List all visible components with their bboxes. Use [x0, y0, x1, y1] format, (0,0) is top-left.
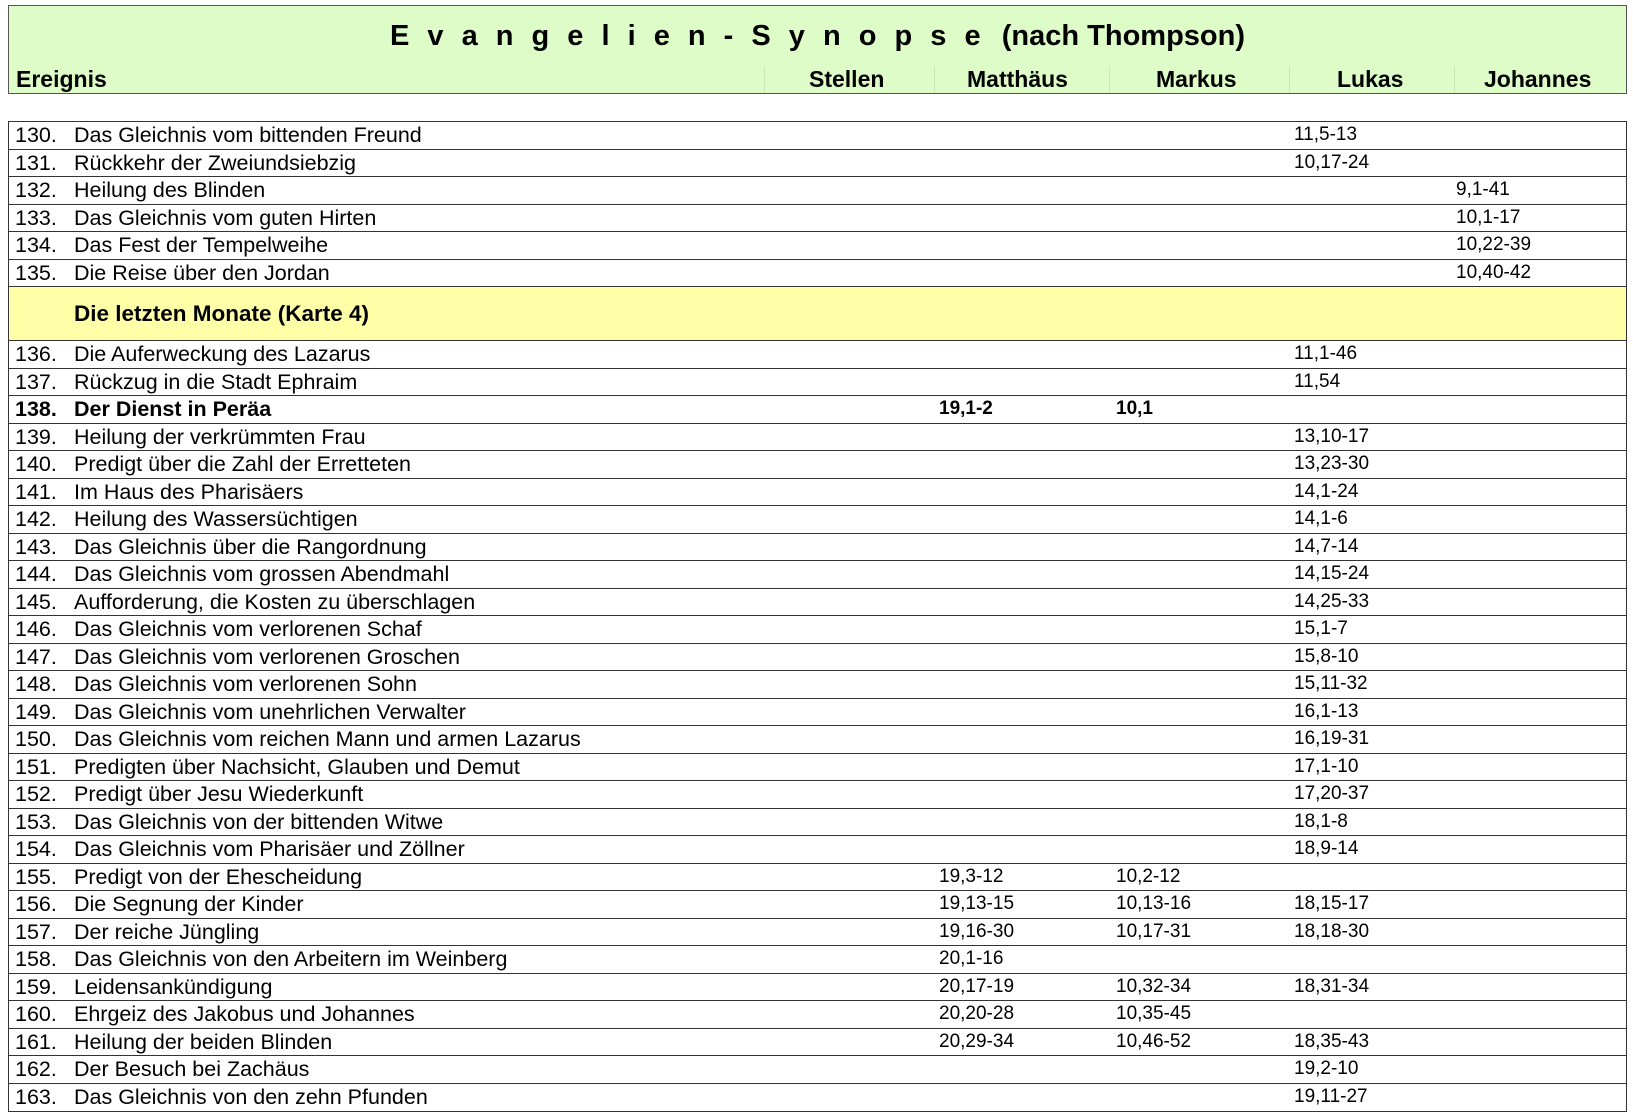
- table-row: [9, 424, 1626, 452]
- event-title: Predigt von der Ehescheidung: [74, 864, 363, 889]
- table-row: [9, 479, 1626, 507]
- event-number: 141.: [15, 479, 57, 504]
- event-title: Ehrgeiz des Jakobus und Johannes: [74, 1002, 415, 1026]
- table-row: [9, 864, 1626, 892]
- table-row: [9, 451, 1626, 479]
- event-title: Heilung des Wassersüchtigen: [74, 507, 358, 531]
- event-title: Das Gleichnis vom verlorenen Schaf: [74, 617, 422, 641]
- event-number: 152.: [15, 782, 57, 806]
- table-row: [9, 726, 1626, 754]
- table-row: [9, 177, 1626, 205]
- ref-luke: 19,11-27: [1294, 1085, 1368, 1107]
- ref-luke: 11,5-13: [1294, 124, 1358, 145]
- event-title: Der Besuch bei Zachäus: [74, 1057, 310, 1081]
- table-row: [9, 260, 1626, 288]
- event-number: 150.: [15, 727, 57, 751]
- ref-john: 10,1-17: [1456, 206, 1521, 228]
- event-title: Das Fest der Tempelweihe: [74, 233, 329, 257]
- table-row: [9, 836, 1626, 864]
- event-number: 147.: [15, 644, 57, 669]
- ref-luke: 16,19-31: [1294, 728, 1370, 749]
- section-row: [9, 287, 1626, 341]
- table-header: [8, 5, 1627, 94]
- event-title: Die Auferweckung des Lazarus: [74, 342, 371, 366]
- table-row: [9, 205, 1626, 233]
- ref-matthew: 19,16-30: [939, 920, 1015, 942]
- event-number: 162.: [15, 1057, 57, 1081]
- event-title: Das Gleichnis von der bittenden Witwe: [74, 809, 444, 834]
- event-number: 140.: [15, 452, 57, 476]
- column-header-event: Ereignis: [16, 66, 107, 92]
- ref-luke: 18,35-43: [1294, 1030, 1370, 1052]
- column-header-refs: Stellen: [809, 66, 885, 92]
- event-title: Das Gleichnis vom bittenden Freund: [74, 123, 422, 147]
- column-header-matthew: Matthäus: [967, 66, 1068, 92]
- event-number: 144.: [15, 562, 57, 586]
- ref-john: 9,1-41: [1456, 179, 1510, 200]
- ref-luke: 14,7-14: [1294, 535, 1359, 557]
- page-title: [9, 20, 1626, 53]
- ref-mark: 10,13-16: [1116, 893, 1192, 914]
- event-number: 137.: [15, 369, 57, 394]
- ref-luke: 18,9-14: [1294, 838, 1359, 859]
- ref-luke: 14,25-33: [1294, 590, 1370, 612]
- event-number: 136.: [15, 342, 57, 366]
- event-number: 142.: [15, 507, 57, 531]
- ref-luke: 18,31-34: [1294, 975, 1370, 997]
- table-row: [9, 534, 1626, 562]
- event-number: 149.: [15, 699, 57, 724]
- table-row: [9, 589, 1626, 617]
- table-row: [9, 232, 1626, 260]
- ref-matthew: 20,1-16: [939, 948, 1004, 969]
- event-title: Predigt über die Zahl der Erretteten: [74, 452, 412, 476]
- event-title: Heilung der verkrümmten Frau: [74, 424, 366, 449]
- event-title: Das Gleichnis vom Pharisäer und Zöllner: [74, 837, 465, 861]
- event-number: 159.: [15, 974, 57, 999]
- event-number: 133.: [15, 205, 57, 230]
- event-title: Das Gleichnis vom verlorenen Groschen: [74, 644, 460, 669]
- event-number: 154.: [15, 837, 57, 861]
- event-title: Das Gleichnis von den zehn Pfunden: [74, 1084, 428, 1109]
- event-title: Predigt über Jesu Wiederkunft: [74, 782, 364, 806]
- table-row: [9, 781, 1626, 809]
- table-row: [9, 671, 1626, 699]
- ref-luke: 15,1-7: [1294, 618, 1348, 639]
- event-number: 155.: [15, 864, 57, 889]
- ref-matthew: 19,13-15: [939, 893, 1015, 914]
- column-header-john: Johannes: [1484, 66, 1592, 92]
- table-row: [9, 369, 1626, 397]
- event-title: Das Gleichnis vom reichen Mann und armen Lazarus: [74, 727, 581, 751]
- ref-mark: 10,35-45: [1116, 1003, 1192, 1024]
- table-row: [9, 1056, 1626, 1084]
- ref-luke: 18,1-8: [1294, 810, 1348, 832]
- table-row: [9, 974, 1626, 1002]
- table-row: [9, 699, 1626, 727]
- event-title: Das Gleichnis über die Rangordnung: [74, 534, 427, 559]
- ref-luke: 10,17-24: [1294, 151, 1370, 173]
- event-number: 138.: [15, 397, 57, 421]
- event-number: 145.: [15, 589, 57, 614]
- ref-matthew: 20,29-34: [939, 1030, 1015, 1052]
- ref-luke: 13,23-30: [1294, 453, 1370, 474]
- ref-matthew: 19,3-12: [939, 865, 1004, 887]
- ref-luke: 15,8-10: [1294, 645, 1359, 667]
- title-suffix: (nach Thompson): [1001, 20, 1245, 52]
- table-row: [9, 150, 1626, 178]
- header-divider: [764, 66, 765, 93]
- event-number: 161.: [15, 1029, 57, 1054]
- column-header-mark: Markus: [1156, 66, 1237, 92]
- table-row: [9, 561, 1626, 589]
- event-number: 146.: [15, 617, 57, 641]
- event-title: Im Haus des Pharisäers: [74, 479, 304, 504]
- event-number: 158.: [15, 947, 57, 971]
- event-title: Das Gleichnis vom verlorenen Sohn: [74, 672, 417, 696]
- ref-luke: 15,11-32: [1294, 673, 1368, 694]
- ref-luke: 11,1-46: [1294, 343, 1358, 364]
- event-number: 134.: [15, 233, 57, 257]
- header-divider: [1109, 66, 1110, 93]
- ref-mark: 10,1: [1116, 398, 1153, 419]
- table-row: [9, 919, 1626, 947]
- table-row: [9, 754, 1626, 782]
- event-title: Aufforderung, die Kosten zu überschlagen: [74, 589, 476, 614]
- event-number: 130.: [15, 123, 57, 147]
- ref-luke: 19,2-10: [1294, 1058, 1359, 1079]
- ref-matthew: 20,20-28: [939, 1003, 1015, 1024]
- ref-luke: 18,15-17: [1294, 893, 1370, 914]
- event-title: Der Dienst in Peräa: [74, 397, 272, 421]
- ref-luke: 17,1-10: [1294, 755, 1359, 777]
- table-row: [9, 396, 1626, 424]
- table-row: [9, 946, 1626, 974]
- event-title: Der reiche Jüngling: [74, 919, 260, 944]
- event-number: 156.: [15, 892, 57, 916]
- event-title: Leidensankündigung: [74, 974, 273, 999]
- event-title: Heilung der beiden Blinden: [74, 1029, 333, 1054]
- event-number: 135.: [15, 260, 57, 285]
- event-number: 160.: [15, 1002, 57, 1026]
- ref-luke: 16,1-13: [1294, 700, 1359, 722]
- event-number: 139.: [15, 424, 57, 449]
- event-number: 151.: [15, 754, 57, 779]
- event-title: Predigten über Nachsicht, Glauben und Demut: [74, 754, 520, 779]
- event-number: 157.: [15, 919, 57, 944]
- event-title: Die Reise über den Jordan: [74, 260, 330, 285]
- event-number: 163.: [15, 1084, 57, 1109]
- event-number: 131.: [15, 150, 57, 175]
- column-header-luke: Lukas: [1337, 66, 1404, 92]
- table-row: [9, 644, 1626, 672]
- table-row: [9, 341, 1626, 369]
- event-number: 143.: [15, 534, 57, 559]
- ref-luke: 14,1-6: [1294, 508, 1348, 529]
- event-title: Die Segnung der Kinder: [74, 892, 304, 916]
- table-row: [9, 506, 1626, 534]
- header-divider: [1454, 66, 1455, 93]
- ref-luke: 17,20-37: [1294, 783, 1370, 804]
- table-row: [9, 809, 1626, 837]
- event-title: Das Gleichnis vom guten Hirten: [74, 205, 377, 230]
- title-main: E v a n g e l i e n - S y n o p s e: [389, 20, 986, 52]
- ref-matthew: 20,17-19: [939, 975, 1015, 997]
- section-title: Die letzten Monate (Karte 4): [74, 301, 370, 326]
- event-title: Rückzug in die Stadt Ephraim: [74, 369, 358, 394]
- event-title: Heilung des Blinden: [74, 178, 266, 202]
- event-number: 132.: [15, 178, 57, 202]
- table-row: [9, 122, 1626, 150]
- ref-john: 10,22-39: [1456, 234, 1532, 255]
- event-title: Das Gleichnis von den Arbeitern im Weinberg: [74, 947, 508, 971]
- ref-luke: 11,54: [1294, 370, 1341, 392]
- event-title: Rückkehr der Zweiundsiebzig: [74, 150, 357, 175]
- ref-mark: 10,46-52: [1116, 1030, 1192, 1052]
- ref-luke: 18,18-30: [1294, 920, 1370, 942]
- event-number: 148.: [15, 672, 57, 696]
- synopsis-table: [8, 121, 1627, 1112]
- table-row: [9, 616, 1626, 644]
- table-row: [9, 1084, 1626, 1112]
- event-title: Das Gleichnis vom grossen Abendmahl: [74, 562, 450, 586]
- ref-matthew: 19,1-2: [939, 398, 993, 419]
- header-divider: [934, 66, 935, 93]
- ref-mark: 10,17-31: [1116, 920, 1192, 942]
- header-divider: [1289, 66, 1290, 93]
- ref-luke: 14,15-24: [1294, 563, 1370, 584]
- table-row: [9, 1001, 1626, 1029]
- event-number: 153.: [15, 809, 57, 834]
- event-title: Das Gleichnis vom unehrlichen Verwalter: [74, 699, 466, 724]
- ref-luke: 13,10-17: [1294, 425, 1370, 447]
- ref-luke: 14,1-24: [1294, 480, 1359, 502]
- ref-john: 10,40-42: [1456, 261, 1532, 283]
- ref-mark: 10,2-12: [1116, 865, 1181, 887]
- table-row: [9, 1029, 1626, 1057]
- table-row: [9, 891, 1626, 919]
- ref-mark: 10,32-34: [1116, 975, 1192, 997]
